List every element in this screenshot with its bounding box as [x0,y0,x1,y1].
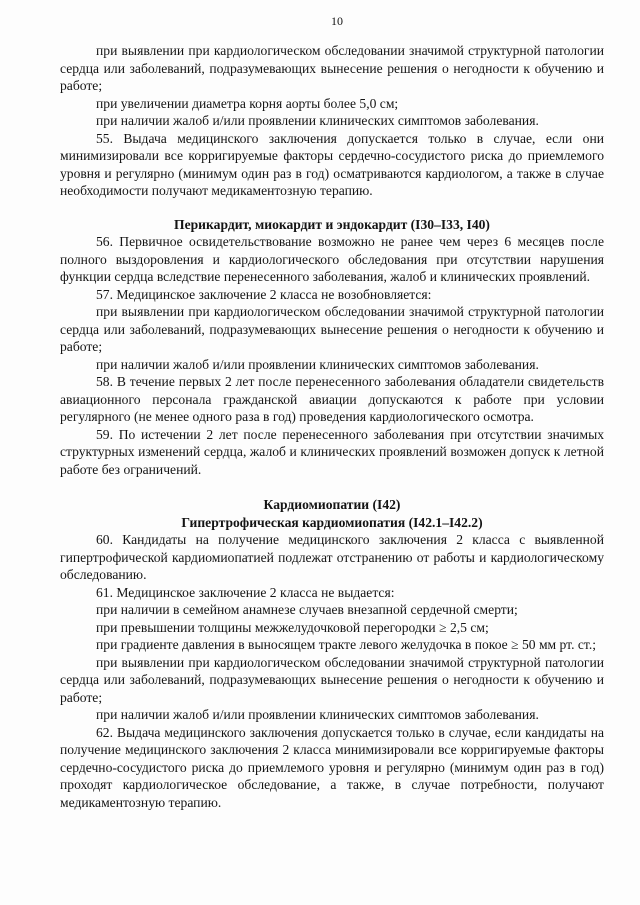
paragraph: 57. Медицинское заключение 2 класса не возобновляется: [96,286,432,302]
paragraph: 61. Медицинское заключение 2 класса не выдается: [96,584,395,600]
paragraph: при градиенте давления в выносящем тракте левого желудочка в покое ≥ 50 мм рт. ст.; [96,637,597,652]
paragraph: при выявлении при кардиологическом обследовании значимой структурной патологии сердца или заболеваний, подразумевающих вынесение решения о негодности к обучению и работе; [60,654,604,705]
paragraph: при наличии жалоб и/или проявлении клинических симптомов заболевания. [96,113,539,128]
section-pericarditis [60,216,604,479]
paragraph: при выявлении при кардиологическом обследовании значимой структурной патологии сердца или заболеваний, подразумевающих вынесение решения о негодности к обучению и работе; [60,304,604,354]
paragraph: 56. Первичное освидетельствование возможно не ранее чем через 6 месяцев после полного выздоровления и кардиологического обследования при отсутствии нарушения функции сердца вследствие перенесенного заболевания, жалоб и клинических проявлений. [60,234,604,284]
paragraph: при выявлении при кардиологическом обследовании значимой структурной патологии сердца или заболеваний, подразумевающих вынесение решения о негодности к обучению и работе; [60,43,604,93]
paragraph: при наличии жалоб и/или проявлении клинических симптомов заболевания. [96,707,539,722]
section-cardiomyopathy [60,496,604,811]
paragraph: при превышении толщины межжелудочковой перегородки ≥ 2,5 см; [96,619,489,635]
paragraph: при наличии в семейном анамнезе случаев внезапной сердечной смерти; [96,602,518,617]
paragraph: при наличии жалоб и/или проявлении клинических симптомов заболевания. [96,356,539,372]
section-subheading: Гипертрофическая кардиомиопатия (I42.1–I42.2) [181,514,483,530]
paragraph: при увеличении диаметра корня аорты более 5,0 см; [96,95,399,111]
section-heading: Перикардит, миокардит и эндокардит (I30–I33, I40) [174,216,490,232]
page-number: 10 [331,14,343,28]
paragraph: 55. Выдача медицинского заключения допускается только в случае, если они минимизировали все корригируемые факторы сердечно-сосудистого риска до приемлемого уровня и регулярно (минимум один раз в год) осматриваются кардиологом, а также в случае необходимости получают медикаментозную терапию. [60,130,604,198]
paragraph: 60. Кандидаты на получение медицинского заключения 2 класса с выявленной гипертрофической кардиомиопатией подлежат отстранению от работы и кардиологическому обследованию. [60,532,604,582]
paragraph: 58. В течение первых 2 лет после перенесенного заболевания обладатели свидетельств авиационного персонала гражданской авиации допускаются к работе при условии регулярного (не менее одного раза в год) проведения кардиологического осмотра. [60,374,604,424]
paragraph: 59. По истечении 2 лет после перенесенного заболевания при отсутствии значимых структурных изменений сердца, жалоб и клинических проявлений возможен допуск к летной работе без ограничений. [60,426,604,477]
section-heading: Кардиомиопатии (I42) [263,497,401,512]
intro-block [60,42,604,200]
paragraph: 62. Выдача медицинского заключения допускается только в случае, если кандидаты на получение медицинского заключения 2 класса минимизировали все корригируемые факторы сердечно-сосудистого риска до приемлемого уровня и регулярно (минимум один раз в год) проходят кардиологическое обследование, а также, в случае потребности, получают медикаментозную терапию. [60,724,604,810]
